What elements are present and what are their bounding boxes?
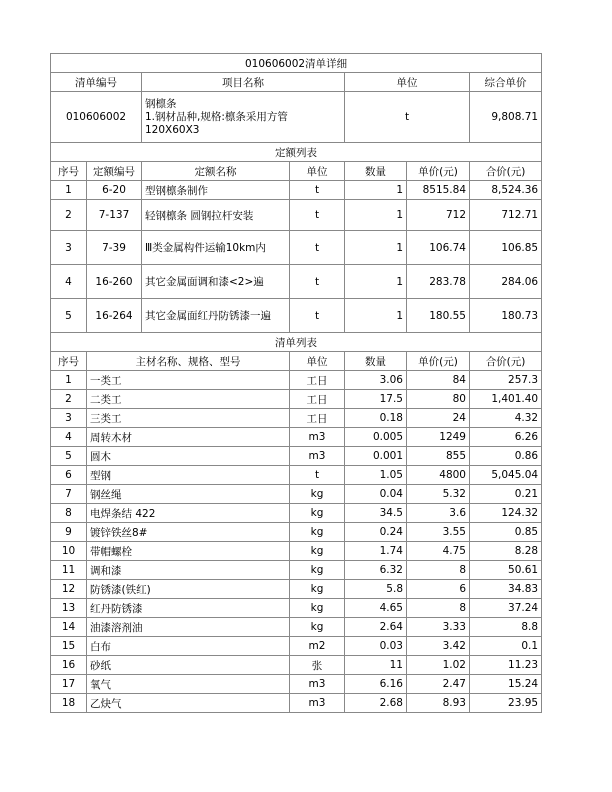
material-unit: kg [290, 542, 345, 561]
quota-header-no: 序号 [51, 162, 87, 181]
quota-price: 106.74 [407, 231, 470, 265]
quota-code: 7-137 [87, 200, 142, 231]
material-total: 15.24 [470, 675, 542, 694]
materials-section-title: 清单列表 [51, 333, 542, 352]
quota-header-unit: 单位 [290, 162, 345, 181]
material-no: 13 [51, 599, 87, 618]
material-price: 80 [407, 390, 470, 409]
material-price: 84 [407, 371, 470, 390]
item-name-line2: 1.钢材品种,规格:檩条采用方管120X60X3 [145, 110, 288, 136]
material-row [51, 428, 542, 447]
quota-total: 284.06 [470, 265, 542, 299]
material-price: 3.55 [407, 523, 470, 542]
quota-price: 712 [407, 200, 470, 231]
material-name: 圆木 [87, 447, 290, 466]
material-no: 7 [51, 485, 87, 504]
materials-header-name: 主材名称、规格、型号 [87, 352, 290, 371]
material-name: 三类工 [87, 409, 290, 428]
quota-qty: 1 [345, 265, 407, 299]
quota-unit: t [290, 181, 345, 200]
quota-header-name: 定额名称 [142, 162, 290, 181]
material-row [51, 561, 542, 580]
material-no: 18 [51, 694, 87, 713]
material-unit: kg [290, 599, 345, 618]
material-no: 4 [51, 428, 87, 447]
material-qty: 11 [345, 656, 407, 675]
material-no: 10 [51, 542, 87, 561]
material-price: 6 [407, 580, 470, 599]
quota-row [51, 231, 542, 265]
quota-code: 16-264 [87, 299, 142, 333]
material-qty: 0.24 [345, 523, 407, 542]
material-unit: 工日 [290, 390, 345, 409]
material-no: 14 [51, 618, 87, 637]
name-header: 项目名称 [142, 73, 345, 92]
quota-code: 7-39 [87, 231, 142, 265]
quota-unit: t [290, 200, 345, 231]
material-row [51, 542, 542, 561]
material-qty: 0.04 [345, 485, 407, 504]
quota-row [51, 299, 542, 333]
material-qty: 0.001 [345, 447, 407, 466]
code-header: 清单编号 [51, 73, 142, 92]
material-qty: 6.32 [345, 561, 407, 580]
quota-row [51, 265, 542, 299]
material-name: 乙炔气 [87, 694, 290, 713]
material-row [51, 618, 542, 637]
material-total: 0.86 [470, 447, 542, 466]
materials-header-qty: 数量 [345, 352, 407, 371]
material-row [51, 580, 542, 599]
quota-code: 16-260 [87, 265, 142, 299]
material-unit: kg [290, 618, 345, 637]
material-no: 16 [51, 656, 87, 675]
material-price: 3.6 [407, 504, 470, 523]
quota-unit: t [290, 231, 345, 265]
material-price: 8.93 [407, 694, 470, 713]
material-total: 124.32 [470, 504, 542, 523]
material-qty: 1.05 [345, 466, 407, 485]
material-qty: 1.74 [345, 542, 407, 561]
materials-header-price: 单价(元) [407, 352, 470, 371]
material-unit: m3 [290, 428, 345, 447]
material-total: 37.24 [470, 599, 542, 618]
material-no: 15 [51, 637, 87, 656]
material-no: 8 [51, 504, 87, 523]
quota-no: 1 [51, 181, 87, 200]
material-name: 型钢 [87, 466, 290, 485]
material-name: 周转木材 [87, 428, 290, 447]
page-title: 010606002清单详细 [51, 54, 542, 73]
material-qty: 0.18 [345, 409, 407, 428]
material-name: 一类工 [87, 371, 290, 390]
material-name: 钢丝绳 [87, 485, 290, 504]
material-price: 2.47 [407, 675, 470, 694]
quota-code: 6-20 [87, 181, 142, 200]
material-total: 0.85 [470, 523, 542, 542]
material-row [51, 390, 542, 409]
material-row [51, 466, 542, 485]
quota-section-title: 定额列表 [51, 143, 542, 162]
quota-total: 180.73 [470, 299, 542, 333]
materials-header-total: 合价(元) [470, 352, 542, 371]
material-price: 8 [407, 599, 470, 618]
material-qty: 0.005 [345, 428, 407, 447]
material-no: 2 [51, 390, 87, 409]
material-name: 氧气 [87, 675, 290, 694]
material-price: 3.33 [407, 618, 470, 637]
quota-no: 4 [51, 265, 87, 299]
material-price: 5.32 [407, 485, 470, 504]
quota-row [51, 181, 542, 200]
material-row [51, 371, 542, 390]
item-name [142, 92, 345, 143]
material-total: 4.32 [470, 409, 542, 428]
material-row [51, 523, 542, 542]
material-no: 17 [51, 675, 87, 694]
material-unit: t [290, 466, 345, 485]
quota-name: 其它金属面调和漆<2>遍 [142, 265, 290, 299]
quota-name: Ⅲ类金属构件运输10km内 [142, 231, 290, 265]
material-row [51, 485, 542, 504]
material-row [51, 675, 542, 694]
material-name: 红丹防锈漆 [87, 599, 290, 618]
material-row [51, 637, 542, 656]
material-name: 白布 [87, 637, 290, 656]
material-price: 3.42 [407, 637, 470, 656]
quota-unit: t [290, 265, 345, 299]
quota-unit: t [290, 299, 345, 333]
material-unit: 工日 [290, 371, 345, 390]
material-name: 镀锌铁丝8# [87, 523, 290, 542]
material-qty: 34.5 [345, 504, 407, 523]
material-no: 12 [51, 580, 87, 599]
material-qty: 3.06 [345, 371, 407, 390]
material-qty: 17.5 [345, 390, 407, 409]
quota-row [51, 200, 542, 231]
quota-name: 轻钢檩条 圆钢拉杆安装 [142, 200, 290, 231]
quota-total: 106.85 [470, 231, 542, 265]
item-price: 9,808.71 [470, 92, 542, 143]
quota-no: 5 [51, 299, 87, 333]
material-unit: kg [290, 504, 345, 523]
material-price: 4.75 [407, 542, 470, 561]
material-qty: 4.65 [345, 599, 407, 618]
material-unit: 张 [290, 656, 345, 675]
material-no: 3 [51, 409, 87, 428]
price-header: 综合单价 [470, 73, 542, 92]
quota-qty: 1 [345, 299, 407, 333]
quota-price: 8515.84 [407, 181, 470, 200]
quota-total: 712.71 [470, 200, 542, 231]
material-price: 1.02 [407, 656, 470, 675]
unit-header: 单位 [345, 73, 470, 92]
material-name: 带帽螺栓 [87, 542, 290, 561]
quota-qty: 1 [345, 181, 407, 200]
item-code: 010606002 [51, 92, 142, 143]
material-price: 1249 [407, 428, 470, 447]
material-unit: m3 [290, 675, 345, 694]
material-unit: m3 [290, 694, 345, 713]
material-qty: 5.8 [345, 580, 407, 599]
material-total: 1,401.40 [470, 390, 542, 409]
bill-detail-table [50, 53, 542, 713]
material-qty: 2.64 [345, 618, 407, 637]
quota-price: 180.55 [407, 299, 470, 333]
material-qty: 6.16 [345, 675, 407, 694]
quota-qty: 1 [345, 200, 407, 231]
material-row [51, 504, 542, 523]
material-unit: m2 [290, 637, 345, 656]
material-price: 24 [407, 409, 470, 428]
material-name: 砂纸 [87, 656, 290, 675]
material-name: 防锈漆(铁红) [87, 580, 290, 599]
quota-price: 283.78 [407, 265, 470, 299]
material-total: 11.23 [470, 656, 542, 675]
material-qty: 2.68 [345, 694, 407, 713]
material-price: 4800 [407, 466, 470, 485]
quota-no: 3 [51, 231, 87, 265]
material-name: 二类工 [87, 390, 290, 409]
quota-name: 型钢檩条制作 [142, 181, 290, 200]
item-name-line1: 钢檩条 [145, 97, 177, 110]
quota-header-code: 定额编号 [87, 162, 142, 181]
material-unit: 工日 [290, 409, 345, 428]
material-unit: kg [290, 485, 345, 504]
material-name: 油漆溶剂油 [87, 618, 290, 637]
material-no: 6 [51, 466, 87, 485]
material-unit: kg [290, 523, 345, 542]
material-name: 调和漆 [87, 561, 290, 580]
materials-header-no: 序号 [51, 352, 87, 371]
quota-total: 8,524.36 [470, 181, 542, 200]
quota-name: 其它金属面红丹防锈漆一遍 [142, 299, 290, 333]
material-no: 11 [51, 561, 87, 580]
materials-header-unit: 单位 [290, 352, 345, 371]
material-total: 5,045.04 [470, 466, 542, 485]
material-total: 257.3 [470, 371, 542, 390]
material-qty: 0.03 [345, 637, 407, 656]
material-row [51, 656, 542, 675]
material-row [51, 409, 542, 428]
material-price: 8 [407, 561, 470, 580]
material-no: 9 [51, 523, 87, 542]
material-row [51, 694, 542, 713]
material-no: 5 [51, 447, 87, 466]
material-total: 6.26 [470, 428, 542, 447]
quota-header-total: 合价(元) [470, 162, 542, 181]
material-total: 34.83 [470, 580, 542, 599]
material-total: 0.1 [470, 637, 542, 656]
material-total: 50.61 [470, 561, 542, 580]
quota-header-price: 单价(元) [407, 162, 470, 181]
material-unit: kg [290, 561, 345, 580]
item-unit: t [345, 92, 470, 143]
quota-no: 2 [51, 200, 87, 231]
material-no: 1 [51, 371, 87, 390]
material-total: 8.28 [470, 542, 542, 561]
material-row [51, 599, 542, 618]
material-price: 855 [407, 447, 470, 466]
quota-qty: 1 [345, 231, 407, 265]
material-row [51, 447, 542, 466]
material-unit: m3 [290, 447, 345, 466]
quota-header-qty: 数量 [345, 162, 407, 181]
material-total: 23.95 [470, 694, 542, 713]
material-total: 8.8 [470, 618, 542, 637]
material-unit: kg [290, 580, 345, 599]
material-name: 电焊条结 422 [87, 504, 290, 523]
material-total: 0.21 [470, 485, 542, 504]
